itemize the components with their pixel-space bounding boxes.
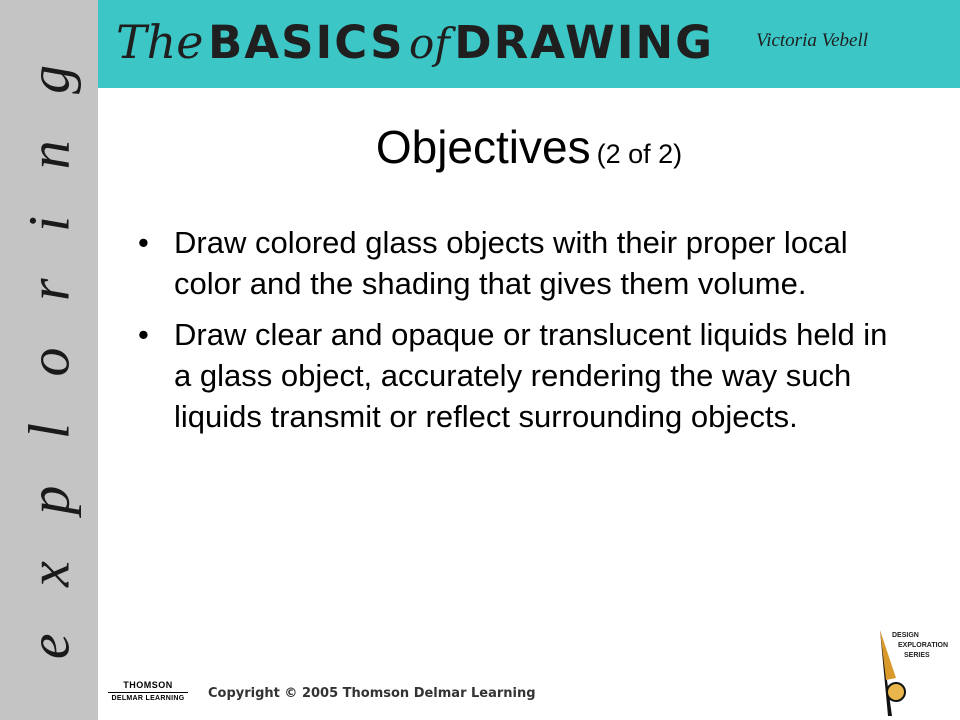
bullet-marker: • xyxy=(138,225,149,260)
slide-title xyxy=(98,120,960,174)
header-banner xyxy=(98,0,960,88)
compass-circle-shape xyxy=(887,683,905,701)
book-title-of: of xyxy=(409,19,450,68)
bullet-item xyxy=(136,314,896,437)
sidebar-exploring-text: e x p l o r i n g xyxy=(16,48,82,660)
author-name: Victoria Vebell xyxy=(756,30,869,51)
bullet-list xyxy=(136,222,896,447)
book-title xyxy=(116,12,714,84)
publisher-logo xyxy=(108,680,188,712)
publisher-logo-top: THOMSON xyxy=(108,680,188,693)
bullet-text: Draw clear and opaque or translucent liquids held in a glass object, accurately rendering the way such liquids transmit or reflect surrounding objects. xyxy=(174,317,888,434)
sidebar xyxy=(0,0,98,720)
slide-title-subtitle: (2 of 2) xyxy=(596,139,683,169)
slide-title-main: Objectives xyxy=(375,121,591,173)
series-logo-text xyxy=(892,631,948,661)
copyright-notice: Copyright © 2005 Thomson Delmar Learning xyxy=(208,686,536,701)
book-title-basics: BASICS xyxy=(207,16,405,69)
series-line-3: SERIES xyxy=(904,652,930,659)
book-title-the: The xyxy=(116,15,204,69)
bullet-text: Draw colored glass objects with their proper local color and the shading that gives them volume. xyxy=(174,225,848,301)
bullet-marker: • xyxy=(138,317,149,352)
book-title-drawing: DRAWING xyxy=(454,16,715,69)
series-line-2: EXPLORATION xyxy=(898,642,949,649)
series-line-1: DESIGN xyxy=(892,632,919,639)
publisher-logo-bottom: DELMAR LEARNING xyxy=(111,695,185,702)
bullet-item xyxy=(136,222,896,304)
